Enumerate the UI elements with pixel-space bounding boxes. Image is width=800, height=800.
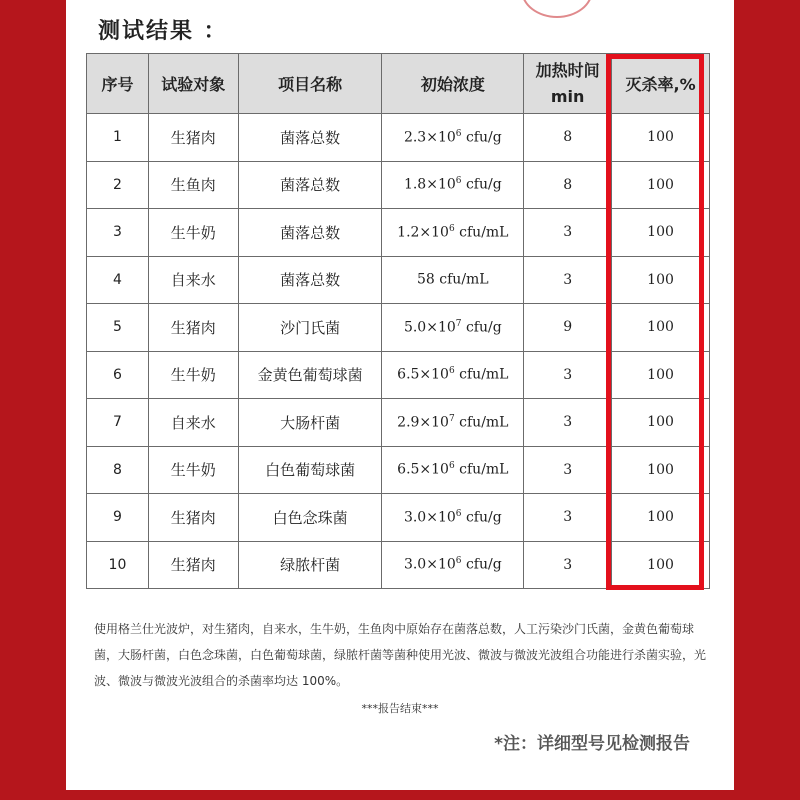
cell-seq: 9 <box>87 494 149 542</box>
concentration-unit: cfu/g <box>461 509 502 526</box>
cell-kill-rate: 100 <box>612 256 710 304</box>
cell-seq: 6 <box>87 351 149 399</box>
table-row <box>87 209 710 257</box>
concentration-exponent: 6 <box>448 223 455 234</box>
report-end-mark: ***报告结束*** <box>361 702 439 715</box>
cell-subject: 自来水 <box>148 256 238 304</box>
concentration-unit: cfu/mL <box>454 224 509 241</box>
cell-item: 菌落总数 <box>238 161 382 209</box>
cell-seq: 7 <box>87 399 149 447</box>
cell-kill-rate: 100 <box>612 351 710 399</box>
cell-kill-rate: 100 <box>612 161 710 209</box>
results-table <box>86 53 710 589</box>
cell-item: 金黄色葡萄球菌 <box>238 351 382 399</box>
cell-heat-time: 3 <box>524 209 612 257</box>
cell-item: 白色葡萄球菌 <box>238 446 382 494</box>
cell-heat-time: 3 <box>524 494 612 542</box>
cell-concentration <box>382 161 524 209</box>
cell-item: 大肠杆菌 <box>238 399 382 447</box>
cell-item: 沙门氏菌 <box>238 304 382 352</box>
cell-kill-rate: 100 <box>612 399 710 447</box>
cell-heat-time: 8 <box>524 114 612 162</box>
cell-seq: 10 <box>87 541 149 589</box>
concentration-unit: cfu/mL <box>454 367 509 384</box>
cell-subject: 生猪肉 <box>148 541 238 589</box>
concentration-mantissa: 6.5×10 <box>397 462 449 479</box>
cell-concentration <box>382 114 524 162</box>
cell-subject: 生牛奶 <box>148 209 238 257</box>
concentration-exponent: 6 <box>455 128 462 139</box>
table-row <box>87 446 710 494</box>
concentration-unit: cfu/mL <box>454 414 509 431</box>
header-item: 项目名称 <box>238 54 382 114</box>
concentration-mantissa: 58 cfu/mL <box>417 272 489 289</box>
cell-concentration <box>382 209 524 257</box>
concentration-exponent: 6 <box>455 556 462 567</box>
concentration-exponent: 7 <box>448 413 455 424</box>
cell-kill-rate: 100 <box>612 209 710 257</box>
concentration-exponent: 6 <box>448 366 455 377</box>
concentration-mantissa: 3.0×10 <box>403 509 456 526</box>
concentration-exponent: 6 <box>455 176 462 187</box>
table-row <box>87 494 710 542</box>
concentration-unit: cfu/g <box>461 177 502 194</box>
cell-concentration <box>382 351 524 399</box>
cell-kill-rate: 100 <box>612 494 710 542</box>
cell-heat-time: 3 <box>524 399 612 447</box>
header-kill-rate: 灭杀率,% <box>612 54 710 114</box>
footnote: *注：详细型号见检测报告 <box>494 734 690 754</box>
cell-kill-rate: 100 <box>612 541 710 589</box>
concentration-exponent: 7 <box>455 318 462 329</box>
cell-kill-rate: 100 <box>612 304 710 352</box>
cell-concentration <box>382 494 524 542</box>
header-heat-time-label: 加热时间 <box>535 60 600 80</box>
concentration-unit: cfu/g <box>461 557 502 574</box>
cell-heat-time: 3 <box>524 351 612 399</box>
concentration-mantissa: 6.5×10 <box>397 367 449 384</box>
seal-stamp <box>521 0 593 18</box>
cell-item: 菌落总数 <box>238 209 382 257</box>
cell-heat-time: 3 <box>524 446 612 494</box>
concentration-unit: cfu/g <box>461 129 502 146</box>
table-body <box>87 114 710 589</box>
cell-subject: 生猪肉 <box>148 494 238 542</box>
cell-item: 白色念珠菌 <box>238 494 382 542</box>
cell-heat-time: 8 <box>524 161 612 209</box>
table-row <box>87 114 710 162</box>
header-seq: 序号 <box>87 54 149 114</box>
table-row <box>87 304 710 352</box>
cell-seq: 4 <box>87 256 149 304</box>
report-page <box>66 0 734 790</box>
cell-seq: 2 <box>87 161 149 209</box>
cell-concentration <box>382 399 524 447</box>
cell-seq: 5 <box>87 304 149 352</box>
concentration-mantissa: 5.0×10 <box>403 319 456 336</box>
summary-text: 使用格兰仕光波炉，对生猪肉，自来水，生牛奶，生鱼肉中原始存在菌落总数，人工污染沙门氏菌，金黄色葡萄球菌，大肠杆菌，白色念珠菌，白色葡萄球菌，绿脓杆菌等菌种使用光波、微波与微波光波组合功能进行杀菌实验，光波、微波与微波光波组合的杀菌率均达 100%。 <box>94 622 707 688</box>
table-row <box>87 351 710 399</box>
concentration-mantissa: 3.0×10 <box>403 557 456 574</box>
table-row <box>87 399 710 447</box>
cell-concentration <box>382 304 524 352</box>
cell-item: 绿脓杆菌 <box>238 541 382 589</box>
header-subject: 试验对象 <box>148 54 238 114</box>
concentration-mantissa: 2.9×10 <box>397 414 449 431</box>
cell-kill-rate: 100 <box>612 114 710 162</box>
cell-concentration <box>382 446 524 494</box>
cell-heat-time: 9 <box>524 304 612 352</box>
concentration-unit: cfu/g <box>461 319 502 336</box>
cell-seq: 3 <box>87 209 149 257</box>
cell-subject: 生猪肉 <box>148 114 238 162</box>
cell-item: 菌落总数 <box>238 256 382 304</box>
concentration-unit: cfu/mL <box>454 462 509 479</box>
cell-heat-time: 3 <box>524 256 612 304</box>
cell-subject: 生猪肉 <box>148 304 238 352</box>
concentration-exponent: 6 <box>455 508 462 519</box>
cell-subject: 自来水 <box>148 399 238 447</box>
cell-subject: 生鱼肉 <box>148 161 238 209</box>
table-row <box>87 161 710 209</box>
concentration-exponent: 6 <box>448 461 455 472</box>
cell-heat-time: 3 <box>524 541 612 589</box>
header-heat-time <box>524 54 612 114</box>
cell-seq: 8 <box>87 446 149 494</box>
concentration-mantissa: 1.2×10 <box>397 224 449 241</box>
concentration-mantissa: 2.3×10 <box>403 129 456 146</box>
cell-subject: 生牛奶 <box>148 446 238 494</box>
cell-subject: 生牛奶 <box>148 351 238 399</box>
header-heat-time-unit: min <box>550 86 585 106</box>
cell-item: 菌落总数 <box>238 114 382 162</box>
concentration-mantissa: 1.8×10 <box>403 177 456 194</box>
cell-kill-rate: 100 <box>612 446 710 494</box>
cell-concentration <box>382 256 524 304</box>
table-row <box>87 256 710 304</box>
header-concentration: 初始浓度 <box>382 54 524 114</box>
table-header-row <box>87 54 710 114</box>
cell-seq: 1 <box>87 114 149 162</box>
section-title: 测试结果 ： <box>98 19 228 44</box>
table-row <box>87 541 710 589</box>
cell-concentration <box>382 541 524 589</box>
